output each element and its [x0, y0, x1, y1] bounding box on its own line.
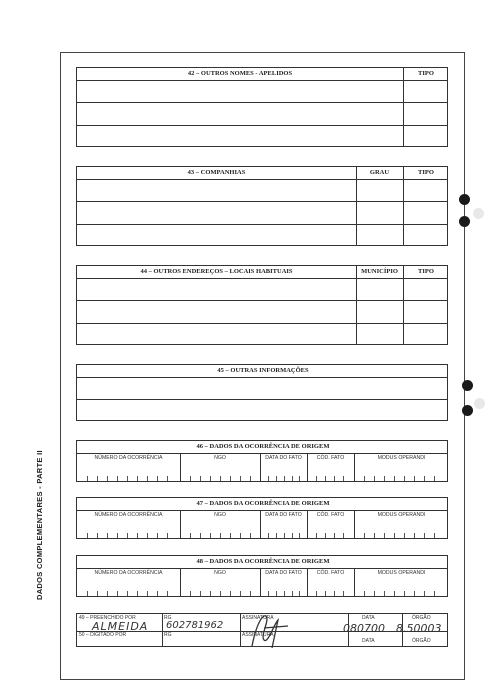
col-modus-operandi: MODUS OPERANDI: [377, 512, 426, 518]
preenchido-por-label: 49 – PREENCHIDO POR: [79, 615, 136, 621]
col-ngo: NGO: [214, 455, 226, 461]
section-47-title: 47 – DADOS DA OCORRÊNCIA DE ORIGEM: [196, 500, 330, 507]
handwritten-signature: [244, 606, 294, 654]
col-cod-fato: CÓD. FATO: [316, 455, 345, 461]
col-ngo: NGO: [214, 512, 226, 518]
punch-hole: [473, 208, 484, 219]
col-data-fato: DATA DO FATO: [265, 512, 302, 518]
digitado-por-label: 50 – DIGITADO POR: [79, 632, 127, 638]
col-data-fato: DATA DO FATO: [265, 570, 302, 576]
orgao-label-1: ÓRGÃO: [412, 615, 431, 621]
col-cod-fato: CÓD. FATO: [316, 570, 345, 576]
section-42-header: [77, 68, 447, 81]
section-42-box: [76, 67, 448, 147]
punch-hole: [459, 216, 470, 227]
section-45-title: 45 – OUTRAS INFORMAÇÕES: [217, 367, 309, 374]
section-45-box: [76, 364, 448, 421]
rg-label-1: RG: [164, 615, 172, 621]
punch-hole: [462, 405, 473, 416]
section-46-box: [76, 440, 448, 482]
section-47-header: [77, 498, 447, 510]
col-modus-operandi: MODUS OPERANDI: [377, 455, 426, 461]
col-numero-ocorrencia: NÚMERO DA OCORRÊNCIA: [94, 512, 163, 518]
col-data-fato: DATA DO FATO: [265, 455, 302, 461]
col-modus-operandi: MODUS OPERANDI: [377, 570, 426, 576]
section-43-box: [76, 166, 448, 246]
orgao-label-2: ÓRGÃO: [412, 638, 431, 644]
handwritten-name: ALMEIDA: [92, 620, 149, 633]
handwritten-orgao: 8.50003: [396, 622, 442, 635]
punch-hole: [462, 380, 473, 391]
digit-ticks: [77, 590, 449, 596]
col-grau-label: GRAU: [369, 169, 390, 176]
section-43-header: [77, 167, 447, 180]
section-44-header: [77, 266, 447, 279]
section-42-title: 42 – OUTROS NOMES - APELIDOS: [187, 70, 293, 77]
col-cod-fato: CÓD. FATO: [316, 512, 345, 518]
assinatura-label-2: ASSINATURA: [242, 632, 274, 638]
digit-ticks: [77, 532, 449, 538]
handwritten-rg: 602781962: [166, 620, 224, 631]
punch-hole: [474, 398, 485, 409]
rg-label-2: RG: [164, 632, 172, 638]
data-label-1: DATA: [362, 615, 375, 621]
section-43-title: 43 – COMPANHIAS: [187, 169, 246, 176]
section-48-box: [76, 555, 448, 597]
col-ngo: NGO: [214, 570, 226, 576]
punch-hole: [459, 194, 470, 205]
section-46-header: [77, 441, 447, 453]
col-municipio-label: MUNICÍPIO: [361, 268, 398, 275]
data-label-2: DATA: [362, 638, 375, 644]
handwritten-date: 080700: [343, 622, 385, 635]
assinatura-label-1: ASSINATURA: [242, 615, 274, 621]
section-48-title: 48 – DADOS DA OCORRÊNCIA DE ORIGEM: [196, 558, 330, 565]
section-46-title: 46 – DADOS DA OCORRÊNCIA DE ORIGEM: [196, 443, 330, 450]
section-48-header: [77, 556, 447, 568]
col-numero-ocorrencia: NÚMERO DA OCORRÊNCIA: [94, 570, 163, 576]
digit-ticks: [77, 475, 449, 481]
section-47-box: [76, 497, 448, 539]
col-tipo-label: TIPO: [418, 70, 434, 77]
section-45-header: [77, 365, 447, 378]
side-label: DADOS COMPLEMENTARES - PARTE II: [35, 450, 44, 600]
col-numero-ocorrencia: NÚMERO DA OCORRÊNCIA: [94, 455, 163, 461]
section-44-box: [76, 265, 448, 345]
col-tipo-label: TIPO: [418, 268, 434, 275]
section-44-title: 44 – OUTROS ENDEREÇOS – LOCAIS HABITUAIS: [140, 268, 293, 275]
col-tipo-label: TIPO: [418, 169, 434, 176]
